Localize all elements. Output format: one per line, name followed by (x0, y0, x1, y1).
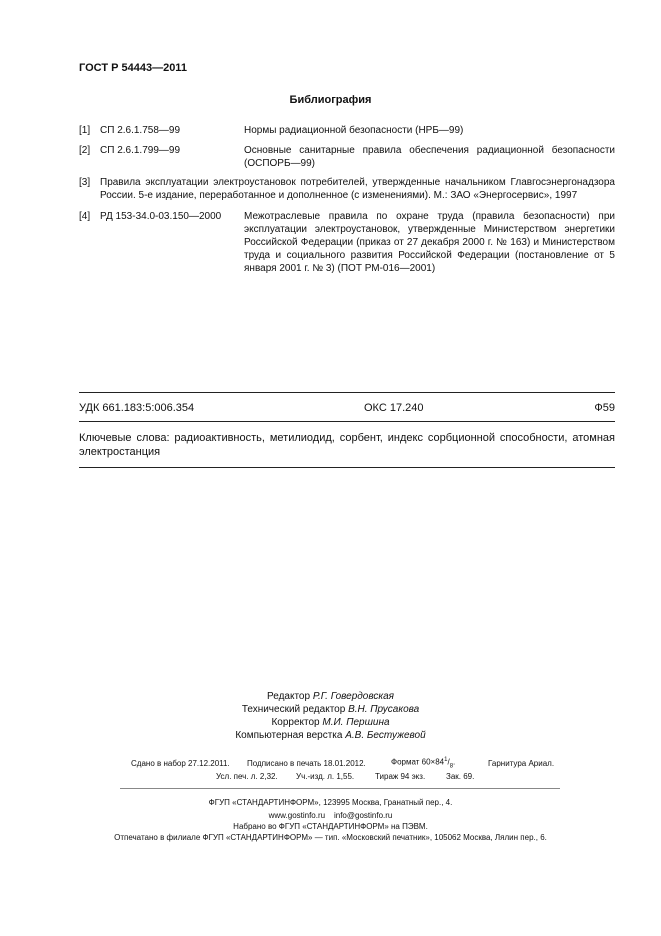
keywords: Ключевые слова: радиоактивность, метилиодид, сорбент, индекс сорбционной способности, атомная электростанция (79, 432, 615, 458)
standard-number: ГОСТ Р 54443—2011 (79, 62, 187, 74)
credit-corrector-role: Корректор (271, 717, 320, 728)
classifier-code: Ф59 (594, 402, 615, 414)
credit-layout (0, 730, 661, 741)
publisher-email[interactable]: info@gostinfo.ru (333, 811, 393, 820)
credit-tech-editor (0, 704, 661, 715)
bib-entry-3-text: Правила эксплуатации электроустановок потребителей, утвержденные начальником Главгосэнергонадзора России. 5-е издание, переработанное и дополненное (с изменениями). М.: ЗАО «Энергосервис», 1997 (100, 177, 615, 201)
publisher-typeset: Набрано во ФГУП «СТАНДАРТИНФОРМ» на ПЭВМ. (233, 822, 428, 831)
rule-bottom (79, 467, 615, 468)
imprint-format-text: Формат 60×84 (391, 757, 445, 767)
bib-entry-2-code: СП 2.6.1.799—99 (100, 145, 181, 156)
credit-layout-name: А.В. Бестужевой (345, 730, 426, 741)
bib-entry-2-number: [2] (79, 145, 91, 156)
rule-middle (79, 421, 615, 422)
oks-code: ОКС 17.240 (364, 402, 424, 414)
credit-editor-name: Р.Г. Говердовская (312, 691, 394, 702)
publisher-website[interactable]: www.gostinfo.ru (268, 811, 326, 820)
credit-layout-role: Компьютерная верстка (235, 730, 343, 741)
bibliography-title: Библиография (289, 94, 372, 106)
bib-entry-2-text: Основные санитарные правила обеспечения радиационной безопасности (ОСПОРБ—99) (244, 145, 615, 169)
imprint-font: Гарнитура Ариал. (488, 759, 555, 768)
credit-corrector (0, 717, 661, 728)
bib-entry-4-text: Межотраслевые правила по охране труда (правила безопасности) при эксплуатации электроустановок, утвержденные Министерством энергетики Российской Федерации (приказ от 27 декабря 2000 г. № 163) и Министерством труда и социального развития Российской Федерации (постановление от 5 января 2001 г. № 3) (ПОТ РМ-016—2001) (244, 211, 615, 274)
credit-tech-editor-name: В.Н. Прусакова (348, 704, 420, 715)
publisher-printed: Отпечатано в филиале ФГУП «СТАНДАРТИНФОРМ» — тип. «Московский печатник», 105062 Москва, Лялин пер., 6. (114, 833, 547, 842)
bib-entry-1-text: Нормы радиационной безопасности (НРБ—99) (244, 125, 464, 136)
credit-tech-editor-role: Технический редактор (241, 704, 346, 715)
rule-imprint (120, 788, 560, 789)
imprint-order: Зак. 69. (446, 772, 475, 781)
credit-editor (0, 691, 661, 702)
rule-top (79, 392, 615, 393)
udk-code: УДК 661.183:5:006.354 (79, 402, 195, 414)
bib-entry-4-code: РД 153-34.0-03.150—2000 (100, 211, 222, 222)
imprint-typeset-date: Сдано в набор 27.12.2011. (131, 759, 230, 768)
imprint-print-date: Подписано в печать 18.01.2012. (247, 759, 366, 768)
imprint-circulation: Тираж 94 экз. (375, 772, 426, 781)
bib-entry-1-number: [1] (79, 125, 91, 136)
publisher-contacts (0, 811, 661, 820)
bib-entry-3-number: [3] (79, 177, 91, 188)
bib-entry-4-number: [4] (79, 211, 91, 222)
imprint-format-sub: 8 (449, 763, 454, 770)
publisher-address: ФГУП «СТАНДАРТИНФОРМ», 123995 Москва, Гранатный пер., 4. (208, 798, 453, 807)
imprint-pub-sheets: Уч.-изд. л. 1,55. (296, 772, 355, 781)
imprint-format-sup: 1 (444, 757, 448, 763)
imprint-print-sheets: Усл. печ. л. 2,32. (216, 772, 278, 781)
bib-entry-1-code: СП 2.6.1.758—99 (100, 125, 181, 136)
imprint-format: Формат $60\times 84^1/_8$. (391, 757, 456, 770)
credit-editor-role: Редактор (267, 691, 311, 702)
credit-corrector-name: М.И. Першина (322, 717, 390, 728)
imprint-format-end: . (453, 757, 456, 767)
